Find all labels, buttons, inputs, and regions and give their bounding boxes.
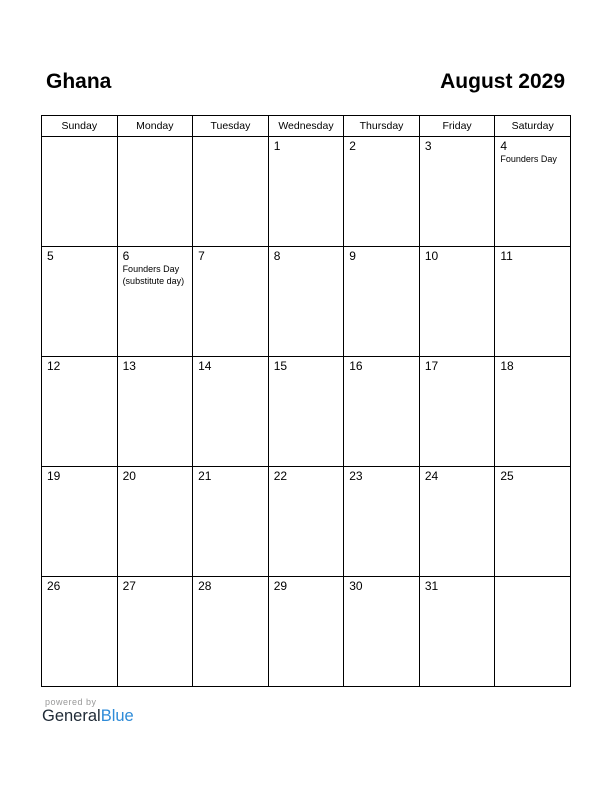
day-cell bbox=[193, 577, 269, 687]
day-cell bbox=[495, 247, 571, 357]
day-cell bbox=[42, 247, 118, 357]
country-title: Ghana bbox=[46, 70, 112, 93]
day-number: 8 bbox=[273, 249, 281, 263]
day-cell bbox=[344, 467, 420, 577]
day-cell bbox=[495, 137, 571, 247]
day-number: 24 bbox=[424, 469, 439, 483]
weekday-header: Sunday bbox=[42, 116, 118, 137]
day-cell bbox=[42, 467, 118, 577]
week-row bbox=[42, 247, 571, 357]
day-cell bbox=[344, 137, 420, 247]
day-number: 12 bbox=[47, 359, 61, 373]
day-number: 23 bbox=[349, 469, 363, 483]
day-cell bbox=[117, 357, 193, 467]
day-number bbox=[495, 577, 570, 580]
day-cell bbox=[268, 577, 344, 687]
day-number: 29 bbox=[273, 579, 288, 593]
day-cell bbox=[193, 467, 269, 577]
day-cell bbox=[268, 137, 344, 247]
day-cell bbox=[268, 467, 344, 577]
week-row bbox=[42, 137, 571, 247]
day-number: 14 bbox=[198, 359, 212, 373]
weekday-header: Friday bbox=[419, 116, 495, 137]
day-number: 20 bbox=[122, 469, 136, 483]
day-cell bbox=[268, 357, 344, 467]
day-cell bbox=[42, 577, 118, 687]
day-number: 18 bbox=[500, 359, 514, 373]
day-number: 31 bbox=[424, 579, 439, 593]
day-number: 5 bbox=[47, 249, 54, 263]
powered-by-text: powered by bbox=[45, 697, 97, 707]
week-row bbox=[42, 467, 571, 577]
brand-logo[interactable] bbox=[42, 707, 134, 726]
day-cell bbox=[495, 357, 571, 467]
day-cell bbox=[344, 577, 420, 687]
weekday-header-row bbox=[42, 116, 571, 137]
day-cell bbox=[42, 137, 118, 247]
day-cell bbox=[344, 247, 420, 357]
day-cell bbox=[419, 137, 495, 247]
day-cell bbox=[117, 467, 193, 577]
day-cell bbox=[193, 247, 269, 357]
brand-general: General bbox=[42, 707, 101, 725]
weekday-header: Monday bbox=[117, 116, 193, 137]
day-number: 21 bbox=[198, 469, 212, 483]
day-number: 16 bbox=[349, 359, 363, 373]
holiday-label: Founders Day bbox=[500, 154, 557, 164]
day-cell bbox=[344, 357, 420, 467]
day-cell bbox=[495, 467, 571, 577]
day-number: 17 bbox=[424, 359, 439, 373]
day-number: 27 bbox=[122, 579, 136, 593]
day-cell bbox=[268, 247, 344, 357]
day-cell bbox=[419, 247, 495, 357]
weekday-header: Tuesday bbox=[193, 116, 269, 137]
day-number: 1 bbox=[273, 139, 281, 153]
weekday-header: Wednesday bbox=[268, 116, 344, 137]
day-number: 7 bbox=[198, 249, 205, 263]
day-number: 28 bbox=[198, 579, 212, 593]
day-cell bbox=[193, 357, 269, 467]
brand-blue: Blue bbox=[100, 707, 134, 725]
day-number: 10 bbox=[424, 249, 439, 263]
day-number: 11 bbox=[500, 249, 513, 263]
day-number: 2 bbox=[349, 139, 356, 153]
day-number bbox=[42, 137, 117, 140]
day-cell bbox=[117, 137, 193, 247]
day-number: 9 bbox=[349, 249, 356, 263]
day-number: 30 bbox=[349, 579, 363, 593]
day-number: 4 bbox=[500, 139, 508, 153]
day-number: 15 bbox=[273, 359, 288, 373]
day-cell bbox=[193, 137, 269, 247]
day-cell bbox=[117, 577, 193, 687]
weekday-header: Thursday bbox=[344, 116, 420, 137]
weekday-header: Saturday bbox=[495, 116, 571, 137]
day-number: 19 bbox=[47, 469, 61, 483]
day-number bbox=[193, 137, 268, 140]
week-row bbox=[42, 357, 571, 467]
day-number: 25 bbox=[500, 469, 514, 483]
day-cell bbox=[117, 247, 193, 357]
day-number: 6 bbox=[122, 249, 130, 263]
day-number: 3 bbox=[424, 139, 432, 153]
calendar-grid bbox=[41, 115, 571, 687]
day-cell bbox=[419, 577, 495, 687]
day-number bbox=[118, 137, 193, 140]
holiday-label: Founders Day (substitute day) bbox=[122, 264, 185, 286]
day-number: 22 bbox=[273, 469, 288, 483]
day-cell bbox=[419, 357, 495, 467]
week-row bbox=[42, 577, 571, 687]
month-title: August 2029 bbox=[440, 70, 565, 93]
day-number: 26 bbox=[47, 579, 61, 593]
day-cell bbox=[42, 357, 118, 467]
day-cell bbox=[495, 577, 571, 687]
day-number: 13 bbox=[122, 359, 136, 373]
day-cell bbox=[419, 467, 495, 577]
